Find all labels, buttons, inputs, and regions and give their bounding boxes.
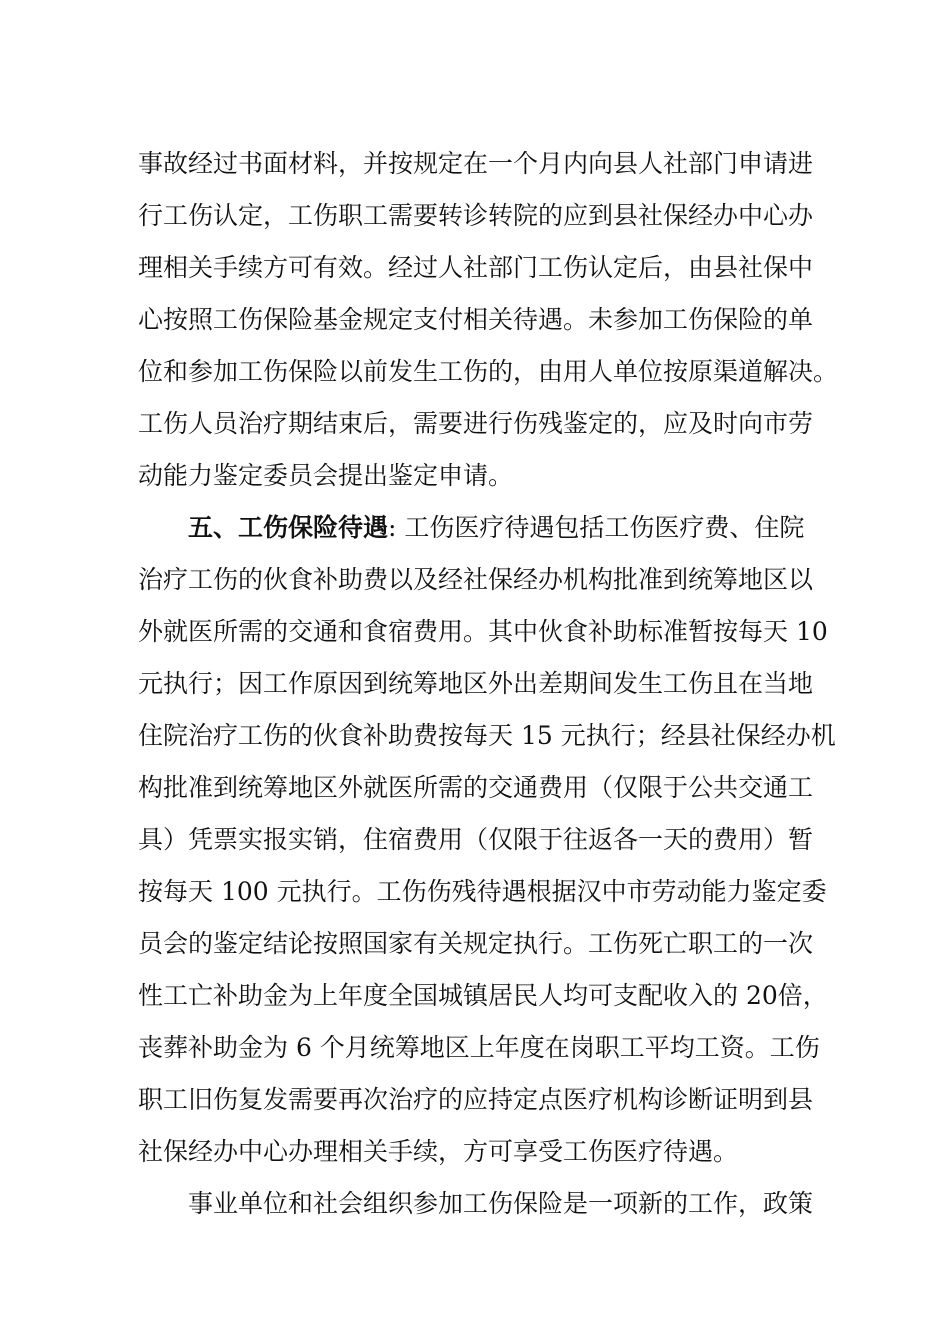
- text-line: 住院治疗工伤的伙食补助费按每天 15 元执行；经县社保经办机: [138, 721, 836, 750]
- section-heading-rest: : 工伤医疗待遇包括工伤医疗费、住院: [388, 513, 805, 542]
- section-heading: 五、工伤保险待遇: [188, 513, 389, 542]
- text-line: 动能力鉴定委员会提出鉴定申请。: [138, 461, 514, 490]
- text-line: 具）凭票实报实销，住宿费用（仅限于往返各一天的费用）暂: [138, 825, 814, 854]
- text-line: 事业单位和社会组织参加工伤保险是一项新的工作，政策: [188, 1189, 814, 1218]
- text-line: 心按照工伤保险基金规定支付相关待遇。未参加工伤保险的单: [138, 305, 814, 334]
- text-line: 行工伤认定，工伤职工需要转诊转院的应到县社保经办中心办: [138, 201, 814, 230]
- text-line: 元执行；因工作原因到统筹地区外出差期间发生工伤且在当地: [138, 669, 814, 698]
- text-line: 按每天 100 元执行。工伤伤残待遇根据汉中市劳动能力鉴定委: [138, 877, 827, 906]
- text-line: 工伤人员治疗期结束后，需要进行伤残鉴定的，应及时向市劳: [138, 409, 814, 438]
- text-line: 丧葬补助金为 6 个月统筹地区上年度在岗职工平均工资。工伤: [138, 1033, 820, 1062]
- text-line: 外就医所需的交通和食宿费用。其中伙食补助标准暂按每天 10: [138, 617, 828, 646]
- text-line: 构批准到统筹地区外就医所需的交通费用（仅限于公共交通工: [138, 773, 814, 802]
- text-line: 事故经过书面材料，并按规定在一个月内向县人社部门申请进: [138, 149, 814, 178]
- text-line: 职工旧伤复发需要再次治疗的应持定点医疗机构诊断证明到县: [138, 1085, 814, 1114]
- text-line: 治疗工伤的伙食补助费以及经社保经办机构批准到统筹地区以: [138, 565, 814, 594]
- text-line: 理相关手续方可有效。经过人社部门工伤认定后，由县社保中: [138, 253, 814, 282]
- text-line: 社保经办中心办理相关手续，方可享受工伤医疗待遇。: [138, 1137, 739, 1166]
- section-heading-line: [188, 508, 858, 548]
- text-line: 性工亡补助金为上年度全国城镇居民人均可支配收入的 20倍，: [138, 981, 828, 1010]
- text-line: 员会的鉴定结论按照国家有关规定执行。工伤死亡职工的一次: [138, 929, 814, 958]
- text-line: 位和参加工伤保险以前发生工伤的，由用人单位按原渠道解决。: [138, 357, 839, 386]
